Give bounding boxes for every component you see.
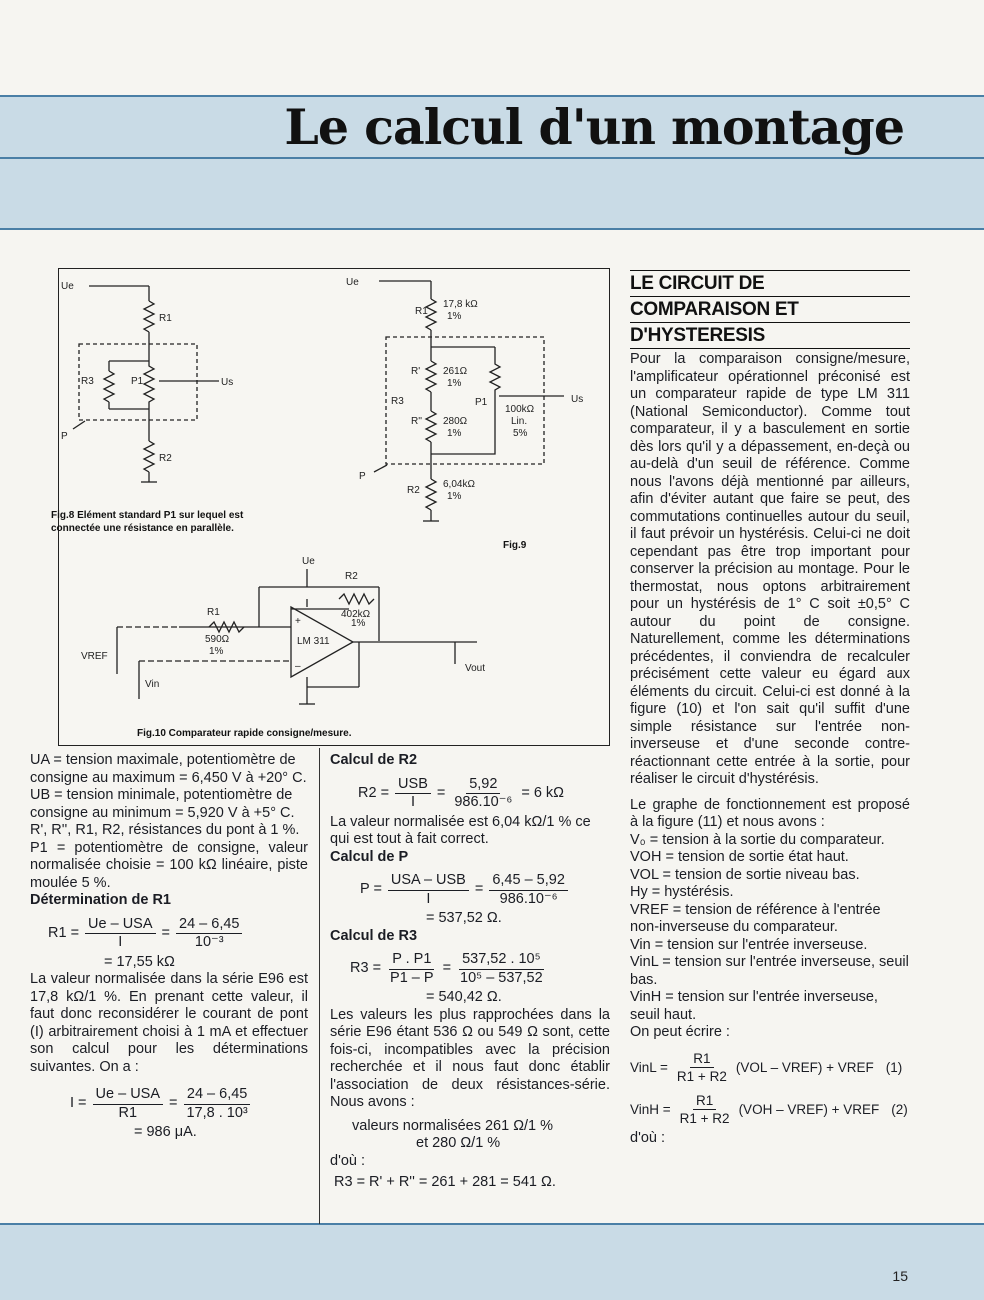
eq-i-frac2 — [183, 1086, 250, 1122]
fig9-label-p1-lin: Lin. — [511, 416, 528, 427]
fig10-label-minus: – — [295, 661, 301, 672]
fig9-label-r1-tol: 1% — [447, 311, 462, 322]
result-p: = 537,52 Ω. — [426, 910, 502, 926]
eq-i-den1: R1 — [118, 1104, 138, 1121]
fig10-label-r2-tol: 1% — [351, 618, 366, 629]
fig9-label-r2-tol: 1% — [447, 491, 462, 502]
fig10-label-r1: R1 — [207, 607, 220, 618]
fig8-label-p: P — [61, 431, 68, 442]
heading-r2: Calcul de R2 — [330, 752, 418, 768]
eq-r1-frac1 — [85, 916, 155, 952]
eq-p-den2: 986.10⁻⁶ — [499, 890, 558, 907]
heading-r1: Détermination de R1 — [30, 892, 171, 908]
ua-definition: UA = tension maximale, potentiomètre de consigne au maximum = 6,450 V à +20° C. — [30, 752, 307, 786]
eq1-num: R1 — [690, 1050, 713, 1069]
eq1-lhs: VinL = — [630, 1059, 668, 1075]
eq-r3-num1: P . P1 — [389, 951, 434, 970]
paragraph-r1: La valeur normalisée dans la série E96 est 17,8 kΩ/1 %. En prenant cette valeur, il faut donc reconsidérer le courant de pont (I) arbitrairement choisi à 1 mA et effectuer son calcul pour les déterminations suivantes. On a : — [30, 971, 308, 1075]
eq-r3-lhs: R3 = — [350, 960, 382, 977]
paragraph-graph: Le graphe de fonctionnement est proposé à la figure (11) et nous avons : — [630, 796, 910, 830]
section-heading — [630, 270, 910, 349]
column-right — [630, 270, 910, 1147]
definition-vinl: VinL = tension sur l'entrée inverseuse, seuil bas. — [630, 954, 909, 988]
section-heading-line2: COMPARAISON ET — [630, 296, 910, 322]
eq-r3-frac1 — [387, 951, 437, 987]
eq1-number: (1) — [885, 1059, 903, 1075]
eq-p-num1: USA – USB — [388, 872, 469, 891]
eq-r2-frac1 — [395, 776, 431, 812]
eq-i-num2: 24 – 6,45 — [184, 1086, 250, 1105]
eq1-rhs: (VOL – VREF) + VREF — [735, 1059, 874, 1075]
column-middle — [330, 752, 610, 1192]
fig10-label-ic: LM 311 — [297, 636, 330, 647]
fig9-label-r1-val: 17,8 kΩ — [443, 299, 478, 310]
result-r1: = 17,55 kΩ — [104, 953, 175, 970]
eq2-frac — [677, 1092, 733, 1128]
fig8-label-r1: R1 — [159, 313, 172, 324]
fig8-label-us: Us — [221, 377, 234, 388]
definition-v0: V₀ = tension à la sortie du comparateur. — [630, 831, 885, 848]
definition-vinh: VinH = tension sur l'entrée inverseuse, seuil haut. — [630, 989, 878, 1023]
definition-vref: VREF = tension de référence à l'entrée non-inverseuse du comparateur. — [630, 901, 881, 935]
paragraph-r3: Les valeurs les plus rapprochées dans la série E96 étant 536 Ω ou 549 Ω sont, cette fois-ci, incompatibles avec la précision recherchée et il nous faut donc établir l'association de deux résistances-série. Nous avons : — [330, 1006, 610, 1110]
definition-voh: VOH = tension de sortie état haut. — [630, 849, 849, 865]
eq-p-frac1 — [388, 872, 469, 908]
eq-r1-den1: I — [118, 934, 123, 950]
fig8-label-r2: R2 — [159, 453, 172, 464]
equation-r1 — [48, 916, 308, 952]
eq2-rhs: (VOH – VREF) + VREF — [738, 1101, 880, 1117]
fig9-label-p: P — [359, 471, 366, 482]
fig8-caption: Fig.8 Elément standard P1 sur lequel est connectée une résistance en parallèle. — [51, 510, 244, 534]
eq2-number: (2) — [891, 1101, 908, 1117]
fig8-label-r3: R3 — [81, 376, 94, 387]
fig9-label-us: Us — [571, 394, 584, 405]
eq-r3-den2: 10⁵ – 537,52 — [460, 969, 543, 986]
norm-values-line2: et 280 Ω/1 % — [416, 1135, 501, 1151]
equation-2 — [630, 1092, 910, 1128]
equation-i — [70, 1086, 308, 1122]
definition-hy: Hy = hystérésis. — [630, 884, 734, 900]
column-separator — [319, 748, 320, 1224]
final-r3: R3 = R' + R'' = 261 + 281 = 541 Ω. — [334, 1174, 556, 1190]
eq-p-frac2 — [489, 872, 568, 908]
fig9-label-rpp-tol: 1% — [447, 428, 462, 439]
result-i: = 986 μA. — [134, 1124, 197, 1140]
header-rule-middle — [0, 157, 984, 159]
eq-p-lhs: P = — [360, 881, 382, 898]
fig9-label-rpp-val: 280Ω — [443, 416, 468, 427]
fig9-label-ue: Ue — [346, 277, 359, 288]
eq1-frac — [674, 1050, 730, 1086]
eq2-num: R1 — [693, 1092, 716, 1111]
fig9-label-r2: R2 — [407, 485, 420, 496]
fig8-label-ue: Ue — [61, 281, 74, 292]
eq-p-equals: = — [474, 881, 484, 898]
eq-r2-num2: 5,92 — [466, 776, 500, 795]
eq-i-den2: 17,8 . 10³ — [186, 1104, 248, 1121]
eq-r2-equals: = — [436, 784, 446, 801]
heading-r3: Calcul de R3 — [330, 927, 418, 944]
p1-definition: P1 = potentiomètre de consigne, valeur normalisée choisie = 100 kΩ linéaire, piste moulée 5 %. — [30, 839, 308, 891]
figures-panel — [51, 268, 610, 746]
eq2-lhs: VinH = — [630, 1101, 671, 1117]
eq-r2-num1: USB — [395, 776, 431, 795]
fig9-label-rp-val: 261Ω — [443, 366, 468, 377]
header-rule-bottom — [0, 228, 984, 230]
dou-middle: d'où : — [330, 1152, 366, 1169]
norm-values-line1: valeurs normalisées 261 Ω/1 % — [352, 1117, 554, 1134]
dou-right: d'où : — [630, 1129, 666, 1146]
circuit-diagrams — [59, 269, 611, 747]
page-number: 15 — [892, 1268, 908, 1284]
on-peut-ecrire: On peut écrire : — [630, 1024, 730, 1040]
fig10-label-r1-tol: 1% — [209, 646, 224, 657]
eq-r2-den2: 986.10⁻⁶ — [454, 794, 513, 810]
fig9-label-rp-tol: 1% — [447, 378, 462, 389]
fig9-label-rpp: R'' — [411, 416, 423, 427]
eq-i-frac1 — [93, 1086, 163, 1122]
fig10-label-vin: Vin — [145, 679, 160, 690]
fig10-label-r1-val: 590Ω — [205, 634, 230, 645]
fig9-label-rp: R' — [411, 366, 421, 377]
fig10-label-plus: + — [295, 616, 301, 627]
fig9-label-r2-val: 6,04kΩ — [443, 479, 475, 490]
eq-r1-den2: 10⁻³ — [194, 934, 224, 950]
equation-r2 — [358, 776, 610, 812]
paragraph-intro: Pour la comparaison consigne/mesure, l'amplificateur opérationnel préconisé est un comparateur rapide de type LM 311 (National Semiconductor). Comme tout comparateur, il y a basculement en sortie dès lors qu'il y a dépassement, en-deçà ou au-delà d'un seuil de référence. Comme nous l'avons déjà mentionné par ailleurs, afin d'éviter autant que faire se peut, des commutations continuelles autour du seuil, il faut prévoir un hystérésis. Celui-ci ne doit cependant pas être trop important pour conserver la précision au montage. Pour le thermostat, nous optons arbitrairement pour un hystérésis de 1° C soit ±0,5° C autour du point de consigne. Naturellement, comme les déterminations précédentes, il conviendra de recalculer précisément cette valeur eu égard aux éléments du circuit. Celui-ci est donné à la figure (10) et l'on sait qu'il suffit d'une simple résistance sur l'entrée non-inverseuse et d'une seconde contre-réactionnant cette entrée à la sortie, pour réaliser le circuit d'hystérésis. — [630, 351, 910, 787]
eq-r2-lhs: R2 = — [358, 784, 390, 801]
eq2-den: R1 + R2 — [679, 1111, 730, 1126]
eq-r3-den1: P1 – P — [390, 969, 434, 986]
eq-p-num2: 6,45 – 5,92 — [489, 872, 568, 891]
paragraph-r2: La valeur normalisée est 6,04 kΩ/1 % ce qui est tout à fait correct. — [330, 813, 591, 847]
equation-p — [360, 872, 610, 908]
definition-vol: VOL = tension de sortie niveau bas. — [630, 866, 860, 883]
eq-r1-equals: = — [161, 924, 170, 941]
eq-i-lhs: I = — [70, 1095, 87, 1112]
fig9-label-p1-val: 100kΩ — [505, 404, 535, 415]
eq-r1-lhs: R1 = — [48, 924, 80, 941]
footer-band — [0, 1224, 984, 1300]
fig9-label-r3: R3 — [391, 396, 404, 407]
fig10-label-r2: R2 — [345, 571, 358, 582]
fig10-label-vout: Vout — [465, 663, 486, 674]
eq-r1-num1: Ue – USA — [85, 916, 155, 935]
result-r3: = 540,42 Ω. — [426, 989, 502, 1005]
eq-p-den1: I — [426, 890, 431, 907]
eq-i-equals: = — [169, 1095, 178, 1112]
eq-r2-rhs: = 6 kΩ — [521, 784, 565, 801]
fig8-label-p1: P1 — [131, 376, 144, 387]
fig9-label-r1: R1 — [415, 306, 428, 317]
definitions-list — [630, 832, 910, 1025]
ub-definition: UB = tension minimale, potentiomètre de consigne au minimum = 5,920 V à +5° C. — [30, 787, 295, 821]
eq-r3-frac2 — [457, 951, 546, 987]
heading-p: Calcul de P — [330, 848, 409, 865]
equation-r3 — [350, 951, 610, 987]
eq-r1-num2: 24 – 6,45 — [176, 916, 242, 935]
eq-r2-frac2 — [451, 776, 515, 812]
fig9-label-p1: P1 — [475, 397, 488, 408]
r-definition: R', R'', R1, R2, résistances du pont à 1 %. — [30, 822, 300, 838]
section-heading-line3: D'HYSTERESIS — [630, 322, 910, 349]
footer-rule — [0, 1223, 984, 1225]
section-heading-line1: LE CIRCUIT DE — [630, 270, 910, 296]
fig10-label-ue: Ue — [302, 556, 315, 567]
fig10-label-vref: VREF — [81, 651, 108, 662]
fig9-caption: Fig.9 — [503, 540, 527, 551]
eq-r1-frac2 — [176, 916, 242, 952]
eq-r3-num2: 537,52 . 10⁵ — [459, 951, 544, 970]
eq-r2-den1: I — [410, 794, 415, 810]
top-margin — [0, 0, 984, 95]
header-rule-top — [0, 95, 984, 97]
page-title: Le calcul d'un montage — [284, 98, 904, 156]
eq-i-num1: Ue – USA — [93, 1086, 163, 1105]
definition-vin: Vin = tension sur l'entrée inverseuse. — [630, 936, 868, 953]
fig10-caption: Fig.10 Comparateur rapide consigne/mesure. — [137, 728, 352, 739]
equation-1 — [630, 1050, 910, 1086]
fig10-label-r2-val: 402kΩ — [341, 609, 371, 620]
fig9-label-p1-tol: 5% — [513, 428, 528, 439]
eq1-den: R1 + R2 — [676, 1069, 727, 1084]
eq-r3-equals: = — [442, 960, 452, 977]
column-left — [30, 752, 308, 1142]
